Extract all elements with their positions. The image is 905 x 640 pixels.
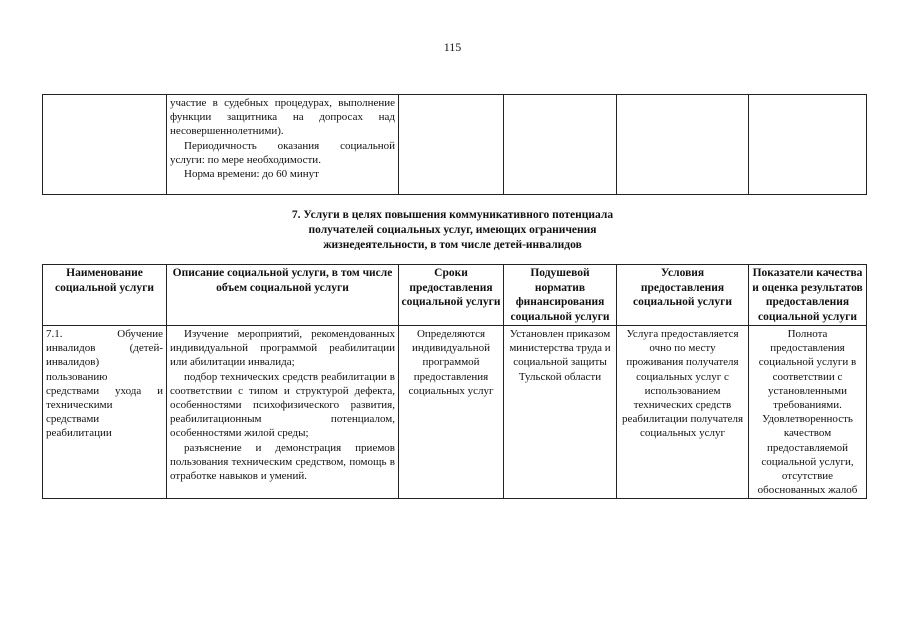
cell-terms [399,95,504,195]
continuation-table [42,94,867,195]
description-paragraph: участие в судебных процедурах, выполнение функции защитника на допросах над несовершеннолетними). [170,97,395,138]
cell-norm [504,95,617,195]
header-row [43,265,867,326]
section-title-line: 7. Услуги в целях повышения коммуникативного потенциала [291,209,614,221]
header-norm: Подушевой норматив финансирования социальной услуги [504,265,617,326]
description-paragraph: Изучение мероприятий, рекомендованных индивидуальной программой реабилитации или абилитации инвалида; [170,328,395,369]
section-title [0,208,905,253]
header-terms: Сроки предоставления социальной услуги [399,265,504,326]
header-indicators: Показатели качества и оценка результатов предоставления социальной услуги [749,265,867,326]
header-name: Наименование социальной услуги [43,265,167,326]
description-paragraph: Периодичность оказания социальной услуги: по мере необходимости. [170,139,395,166]
header-conditions: Условия предоставления социальной услуги [617,265,749,326]
service-norm: Установлен приказом министерства труда и социальной защиты Тульской области [504,326,617,499]
description-paragraph: подбор технических средств реабилитации в соответствии с типом и структурой дефекта, особенностями психофизического развития, реабилитационным потенциалом, особенностями жилой среды; [170,370,395,440]
description-paragraph: Норма времени: до 60 минут [184,168,319,181]
service-name: 7.1. Обучение инвалидов (детей-инвалидов) пользованию средствами ухода и техническими средствами реабилитации [43,326,167,499]
service-description [167,326,399,499]
table-row [43,326,867,499]
page-number: 115 [443,40,462,54]
description-paragraph: разъяснение и демонстрация приемов пользования техническим средством, помощь в отработке навыков и умений. [170,441,395,483]
cell-conditions [617,95,749,195]
service-conditions: Услуга предоставляется очно по месту проживания получателя социальных услуг с использованием технических средств реабилитации получателя социальных услуг [617,326,749,499]
header-description: Описание социальной услуги, в том числе объем социальной услуги [167,265,399,326]
cell-name [43,95,167,195]
service-indicators: Полнота предоставления социальной услуги в соответствии с установленными требованиями. Удовлетворенность качеством предоставляемой социальной услуги, отсутствие обоснованных жалоб [749,326,867,499]
cell-indicators [749,95,867,195]
section-title-line: получателей социальных услуг, имеющих ограничения [308,224,597,236]
section-title-line: жизнедеятельности, в том числе детей-инвалидов [323,239,582,251]
services-table [42,264,867,499]
continuation-row [43,95,867,195]
service-terms: Определяются индивидуальной программой предоставления социальных услуг [399,326,504,499]
cell-description [167,95,399,195]
